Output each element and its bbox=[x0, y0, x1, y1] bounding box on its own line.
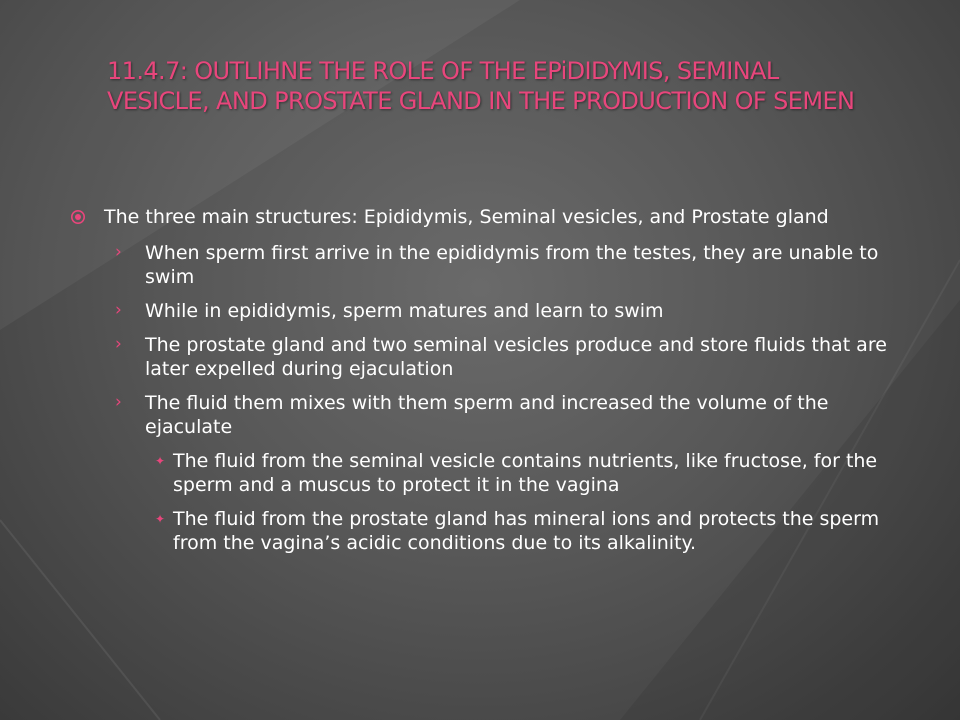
bullet-sub-2 bbox=[70, 299, 910, 323]
bullet-sub-4a-text: The fluid from the seminal vesicle contains nutrients, like fructose, for the sperm and a muscus to protect it in the vagina bbox=[173, 450, 878, 496]
bullet-sub-4b bbox=[70, 507, 910, 555]
small-diamond-bullet-icon: ✦ bbox=[155, 512, 166, 526]
chevron-right-icon: › bbox=[115, 300, 122, 320]
chevron-right-icon: › bbox=[115, 334, 122, 354]
bullet-sub-1 bbox=[70, 241, 910, 289]
bullet-sub-4-text: The fluid them mixes with them sperm and increased the volume of the ejaculate bbox=[145, 392, 829, 438]
bullet-sub-2-text: While in epididymis, sperm matures and learn to swim bbox=[145, 300, 664, 322]
bullet-sub-4b-text: The fluid from the prostate gland has mineral ions and protects the sperm from the vagina’s acidic conditions due to its alkalinity. bbox=[173, 508, 880, 554]
bullet-list bbox=[70, 205, 910, 565]
bullet-main bbox=[70, 205, 910, 229]
small-diamond-bullet-icon: ✦ bbox=[155, 454, 166, 468]
bullet-sub-4a bbox=[70, 449, 910, 497]
chevron-right-icon: › bbox=[115, 392, 122, 412]
chevron-right-icon: › bbox=[115, 242, 122, 262]
slide-title: 11.4.7: OUTLIHNE THE ROLE OF THE EPiDIDYMIS, SEMINAL VESICLE, AND PROSTATE GLAND IN THE PRODUCTION OF SEMEN bbox=[107, 57, 855, 115]
bullet-sub-4 bbox=[70, 391, 910, 439]
circle-bullet-icon bbox=[70, 209, 86, 225]
bullet-sub-3 bbox=[70, 333, 910, 381]
bullet-main-text: The three main structures: Epididymis, Seminal vesicles, and Prostate gland bbox=[104, 206, 829, 228]
bullet-sub-1-text: When sperm first arrive in the epididymis from the testes, they are unable to swim bbox=[145, 242, 879, 288]
bullet-sub-3-text: The prostate gland and two seminal vesicles produce and store fluids that are later expelled during ejaculation bbox=[145, 334, 887, 380]
